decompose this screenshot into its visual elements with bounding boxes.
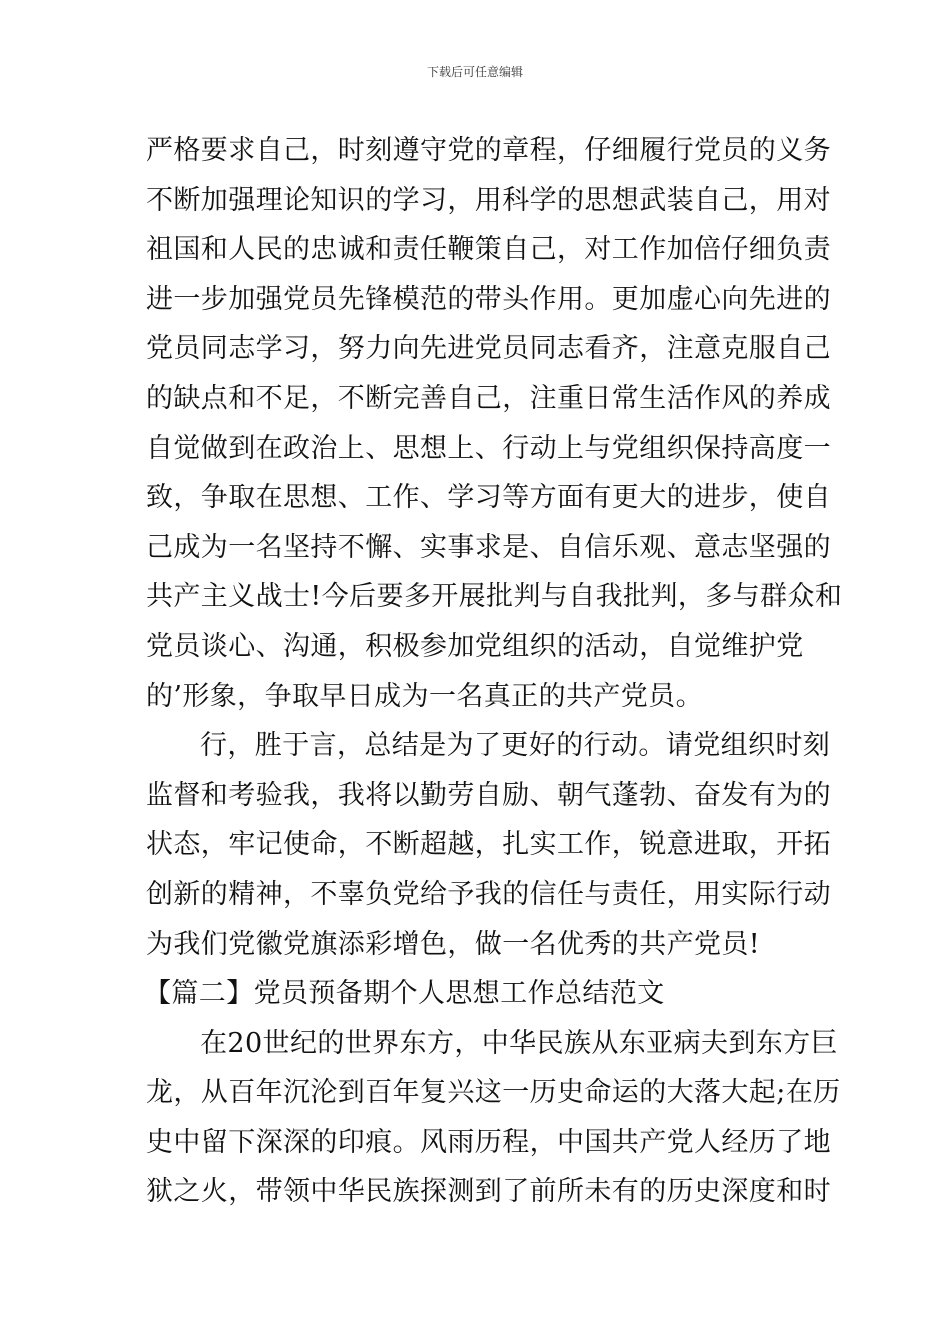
text-line: 祖国和人民的忠诚和责任鞭策自己，对工作加倍仔细负责 [146, 234, 831, 266]
document-body [144, 126, 843, 1217]
text-line: 自觉做到在政治上、思想上、行动上与党组织保持高度一 [146, 432, 831, 464]
text-line: 不断加强理论知识的学习，用科学的思想武装自己，用对 [146, 184, 831, 216]
text-line: 史中留下深深的印痕。风雨历程，中国共产党人经历了地 [146, 1126, 831, 1158]
text-line: 在20世纪的世界东方，中华民族从东亚病夫到东方巨 [200, 1027, 838, 1059]
text-line: 为我们党徽党旗添彩增色，做一名优秀的共产党员! [146, 928, 761, 960]
text-line: 致，争取在思想、工作、学习等方面有更大的进步，使自 [146, 482, 831, 514]
section-heading: 【篇二】党员预备期个人思想工作总结范文 [144, 978, 665, 1010]
text-line: 龙，从百年沉沦到百年复兴这一历史命运的大落大起;在历 [146, 1077, 841, 1109]
text-line: 监督和考验我，我将以勤劳自励、朝气蓬勃、奋发有为的 [146, 779, 831, 811]
page-header: 下载后可任意编辑 [426, 65, 523, 79]
text-line: 共产主义战士!今后要多开展批判与自我批判，多与群众和 [146, 581, 843, 613]
text-line: 己成为一名坚持不懈、实事求是、自信乐观、意志坚强的 [146, 531, 831, 563]
text-line: 创新的精神，不辜负党给予我的信任与责任，用实际行动 [146, 878, 831, 910]
text-line: 党员谈心、沟通，积极参加党组织的活动，自觉维护党 [146, 630, 804, 662]
text-line: 的’形象，争取早日成为一名真正的共产党员。 [146, 680, 703, 712]
text-line: 狱之火，带领中华民族探测到了前所未有的历史深度和时 [146, 1176, 831, 1208]
text-line: 党员同志学习，努力向先进党员同志看齐，注意克服自己 [146, 333, 831, 365]
text-line: 行，胜于言，总结是为了更好的行动。请党组织时刻 [200, 730, 831, 762]
text-line: 的缺点和不足，不断完善自己，注重日常生活作风的养成 [146, 382, 831, 414]
text-line: 严格要求自己，时刻遵守党的章程，仔细履行党员的义务 [146, 135, 831, 166]
text-line: 状态，牢记使命，不断超越，扎实工作，锐意进取，开拓 [146, 829, 831, 861]
text-line: 进一步加强党员先锋模范的带头作用。更加虚心向先进的 [146, 283, 831, 315]
